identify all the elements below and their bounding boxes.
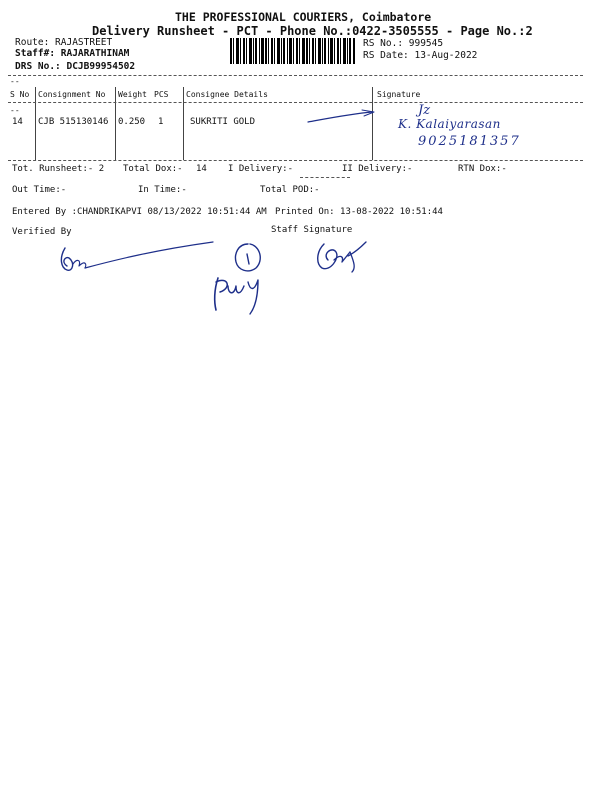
verified-by-label: Verified By [12, 227, 72, 237]
staff-signature [310, 238, 370, 274]
staff-label: Staff#: RAJARATHINAM [15, 48, 130, 59]
cell-consignee: SUKRITI GOLD [190, 117, 256, 127]
receiver-sign-stroke [300, 108, 380, 128]
out-time: Out Time:- [12, 185, 67, 195]
entered-by: Entered By :CHANDRIKAPVI 08/13/2022 10:51:44 AM [12, 207, 267, 217]
col-header-consignment: Consignment No [38, 90, 106, 99]
total-pod: Total POD:- [260, 185, 320, 195]
table-top-divider [8, 75, 583, 76]
cell-consignment: CJB 515130146 [38, 117, 109, 127]
header-divider [8, 102, 583, 103]
route-label: Route: RAJASTREET [15, 37, 113, 48]
short-divider [300, 177, 350, 178]
column-divider [183, 87, 184, 160]
total-dox-label: Total Dox:- [123, 164, 183, 174]
total-dox-value: 14 [196, 164, 207, 174]
courier-signature [200, 238, 275, 318]
drs-number: DRS No.: DCJB99954502 [15, 61, 136, 72]
column-divider [115, 87, 116, 160]
col-header-signature: Signature [377, 90, 421, 99]
receiver-phone: 9025181357 [418, 134, 521, 149]
barcode-image [230, 38, 355, 64]
dash-mark: -- [10, 106, 20, 115]
rs-date: RS Date: 13-Aug-2022 [363, 50, 478, 61]
receiver-initials: Jz [418, 103, 431, 118]
printed-on: Printed On: 13-08-2022 10:51:44 [275, 207, 443, 217]
col-header-weight: Weight [118, 90, 147, 99]
runsheet-title: Delivery Runsheet - PCT - Phone No.:0422-3505555 - Page No.:2 [92, 24, 533, 38]
ii-delivery: II Delivery:- [342, 164, 413, 174]
in-time: In Time:- [138, 185, 187, 195]
company-name: THE PROFESSIONAL COURIERS, Coimbatore [175, 10, 432, 24]
rs-number: RS No.: 999545 [363, 38, 444, 49]
col-header-sno: S No [10, 90, 30, 99]
staff-signature-label: Staff Signature [271, 225, 353, 235]
rtn-dox: RTN Dox:- [458, 164, 507, 174]
cell-sno: 14 [12, 117, 23, 127]
dash-mark: -- [10, 77, 20, 86]
table-bottom-divider [8, 160, 583, 161]
cell-pcs: 1 [158, 117, 164, 127]
verifier-signature [55, 238, 220, 280]
col-header-consignee: Consignee Details [186, 90, 268, 99]
total-runsheet: Tot. Runsheet:- 2 [12, 164, 105, 174]
receiver-name: K. Kalaiyarasan [398, 117, 501, 131]
column-divider [35, 87, 36, 160]
col-header-pcs: PCS [154, 90, 169, 99]
i-delivery: I Delivery:- [228, 164, 294, 174]
cell-weight: 0.250 [118, 117, 146, 127]
